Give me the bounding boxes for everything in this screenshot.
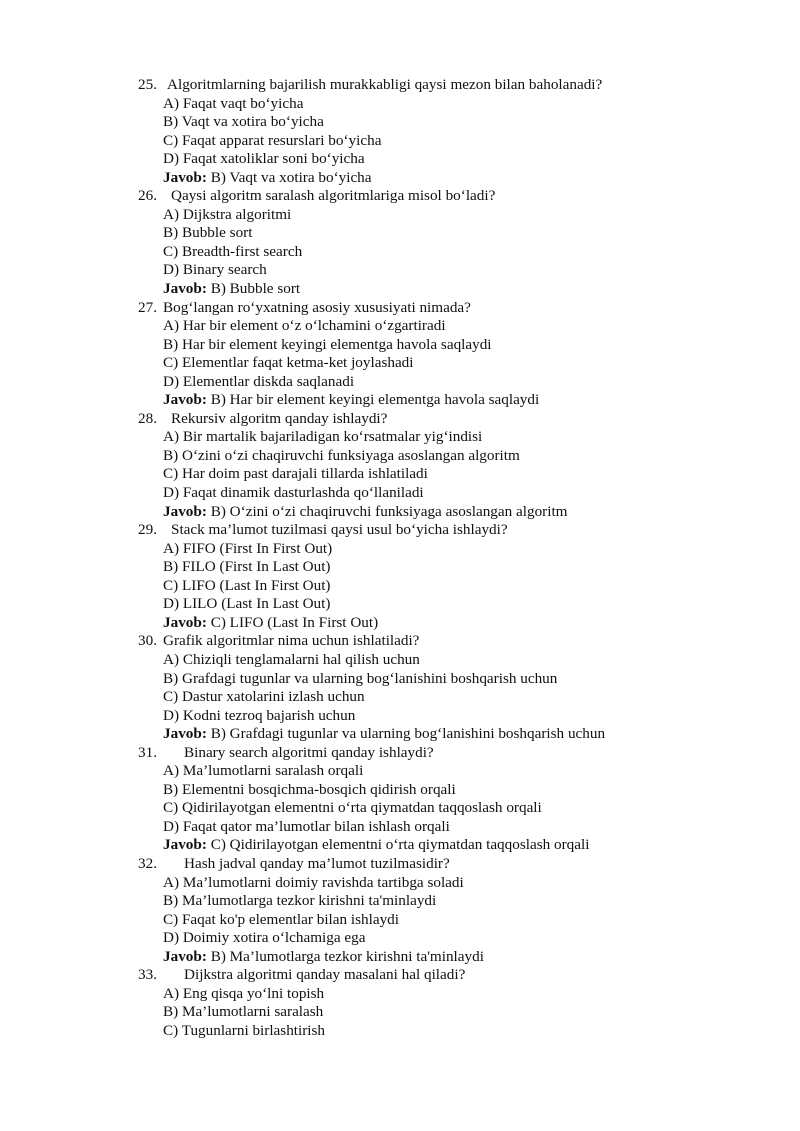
answer-label: Javob: [163,280,207,298]
option-d: D) LILO (Last In Last Out) [163,595,331,613]
option-b: B) Bubble sort [163,224,253,242]
option-a: A) Ma’lumotlarni saralash orqali [163,762,364,780]
option-b: B) Grafdagi tugunlar va ularning bog‘lanishini boshqarish uchun [163,669,558,687]
question-text: Hash jadval qanday ma’lumot tuzilmasidir? [184,854,450,872]
option-a: A) Eng qisqa yo‘lni topish [163,984,325,1002]
question-28 [138,410,778,429]
question-29 [138,521,778,540]
question-32 [138,855,778,874]
answer-text: C) LIFO (Last In First Out) [210,613,379,631]
answer-text: B) Vaqt va xotira bo‘yicha [210,168,372,186]
answer-label: Javob: [163,168,207,186]
question-text: Binary search algoritmi qanday ishlaydi? [184,743,434,761]
option-d: D) Faqat dinamik dasturlashda qo‘llaniladi [163,484,424,502]
option-a: A) Faqat vaqt bo‘yicha [163,94,304,112]
option-c: C) LIFO (Last In First Out) [163,576,331,594]
option-c: C) Breadth-first search [163,242,303,260]
option-d: D) Faqat qator ma’lumotlar bilan ishlash orqali [163,817,450,835]
question-30 [138,632,778,651]
option-b: B) Elementni bosqichma-bosqich qidirish orqali [163,780,456,798]
answer-label: Javob: [163,613,207,631]
question-number: 28. [138,409,157,427]
question-number: 29. [138,521,157,539]
option-a: A) FIFO (First In First Out) [163,539,333,557]
answer-label: Javob: [163,725,207,743]
answer-text: B) Bubble sort [210,280,301,298]
question-text: Grafik algoritmlar nima uchun ishlatiladi? [163,632,420,650]
answer-label: Javob: [163,947,207,965]
option-a: A) Ma’lumotlarni doimiy ravishda tartibga soladi [163,873,464,891]
answer-text: B) Grafdagi tugunlar va ularning bog‘lanishini boshqarish uchun [210,725,606,743]
option-d: D) Faqat xatoliklar soni bo‘yicha [163,150,365,168]
option-d: D) Elementlar diskda saqlanadi [163,372,355,390]
question-number: 33. [138,966,157,984]
option-c: C) Har doim past darajali tillarda ishlatiladi [163,465,428,483]
question-number: 25. [138,76,157,93]
option-a: A) Har bir element o‘z o‘lchamini o‘zgartiradi [163,317,446,335]
answer-line [138,948,778,967]
question-number: 30. [138,632,157,650]
answer-label: Javob: [163,502,207,520]
answer-line [138,836,778,855]
answer-line [138,614,778,633]
option-c: C) Dastur xatolarini izlash uchun [163,688,365,706]
answer-label: Javob: [163,391,207,409]
question-26 [138,187,778,206]
question-number: 32. [138,854,157,872]
option-a: A) Bir martalik bajariladigan ko‘rsatmalar yig‘indisi [163,428,483,446]
answer-line [138,280,778,299]
question-text: Rekursiv algoritm qanday ishlaydi? [171,409,388,427]
option-c: C) Faqat ko'p elementlar bilan ishlaydi [163,910,399,928]
option-a: A) Dijkstra algoritmi [163,205,292,223]
question-list [138,76,778,1040]
answer-line [138,391,778,410]
option-b: B) FILO (First In Last Out) [163,558,331,576]
option-b: B) Ma’lumotlarga tezkor kirishni ta'minlaydi [163,892,437,910]
option-c: C) Tugunlarni birlashtirish [163,1021,326,1039]
question-33 [138,966,778,985]
question-number: 31. [138,743,157,761]
question-number: 26. [138,187,157,205]
question-text: Stack ma’lumot tuzilmasi qaysi usul bo‘yicha ishlaydi? [171,521,508,539]
option-b: B) Ma’lumotlarni saralash [163,1003,324,1021]
question-27 [138,299,778,318]
option-c: C) Faqat apparat resurslari bo‘yicha [163,131,382,149]
option-b: B) Vaqt va xotira bo‘yicha [163,113,324,131]
option-c: C) Elementlar faqat ketma-ket joylashadi [163,354,414,372]
option-d: D) Doimiy xotira o‘lchamiga ega [163,929,366,947]
question-31 [138,744,778,763]
answer-text: B) Har bir element keyingi elementga havola saqlaydi [210,391,540,409]
answer-line [138,169,778,188]
question-text: Algoritmlarning bajarilish murakkabligi qaysi mezon bilan baholanadi? [167,76,603,93]
option-b: B) Har bir element keyingi elementga havola saqlaydi [163,335,492,353]
option-d: D) Kodni tezroq bajarish uchun [163,706,356,724]
option-c: C) Qidirilayotgan elementni o‘rta qiymatdan taqqoslash orqali [163,799,542,817]
question-text: Bog‘langan ro‘yxatning asosiy xususiyati nimada? [163,298,471,316]
answer-label: Javob: [163,836,207,854]
option-a: A) Chiziqli tenglamalarni hal qilish uchun [163,650,420,668]
answer-text: B) O‘zini o‘zi chaqiruvchi funksiyaga asoslangan algoritm [210,502,568,520]
answer-text: B) Ma’lumotlarga tezkor kirishni ta'minlaydi [210,947,484,965]
question-text: Qaysi algoritm saralash algoritmlariga misol bo‘ladi? [171,187,496,205]
question-number: 27. [138,298,157,316]
question-25 [138,76,778,95]
option-b: B) O‘zini o‘zi chaqiruvchi funksiyaga asoslangan algoritm [163,446,520,464]
option-d: D) Binary search [163,261,267,279]
answer-line [138,503,778,522]
question-text: Dijkstra algoritmi qanday masalani hal qiladi? [184,966,466,984]
answer-text: C) Qidirilayotgan elementni o‘rta qiymatdan taqqoslash orqali [210,836,590,854]
answer-line [138,725,778,744]
